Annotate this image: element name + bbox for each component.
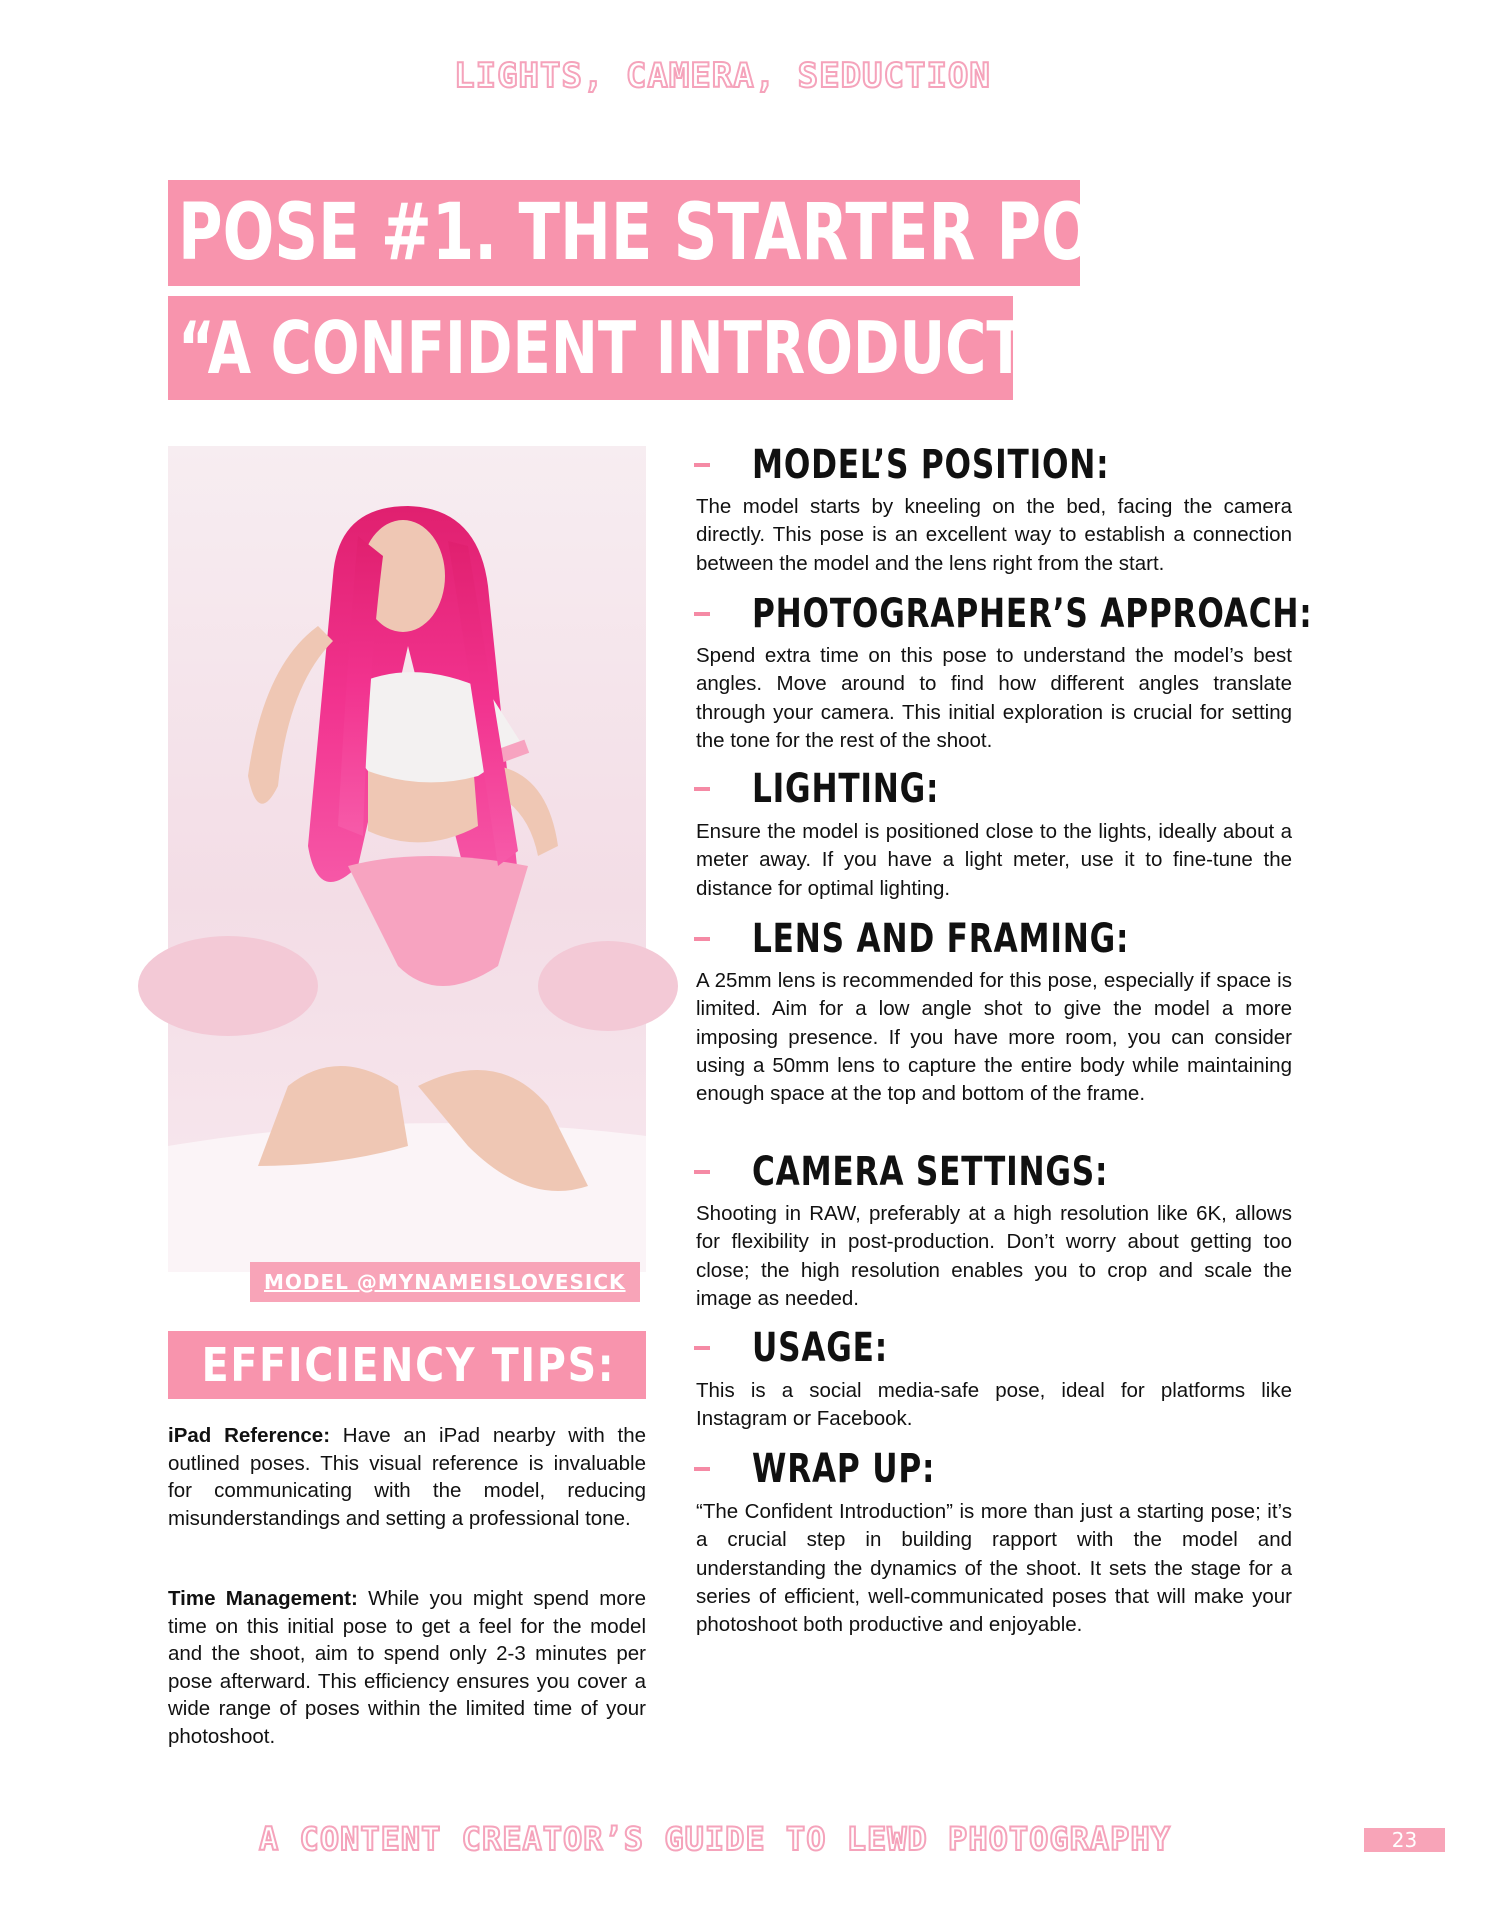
page-title-line-2: [168, 296, 1178, 400]
tip-label: iPad Reference:: [168, 1424, 331, 1447]
tip-text: Have an iPad nearby with the outlined poses. This visual reference is invaluable for communicating with the model, reducing misunderstandings and setting a professional tone.: [168, 1424, 646, 1530]
section-heading-lighting: [694, 765, 992, 813]
dash-marker: [694, 1346, 710, 1350]
dash-marker: [694, 612, 710, 616]
section-heading-wrap-up: [694, 1445, 987, 1493]
section-body-wrap-up: “The Confident Introduction” is more than just a starting pose; it’s a crucial step in building rapport with the model and understanding the dynamics of the shoot. It sets the stage for a series of efficient, well-communicated poses that will make your photoshoot both productive and enjoyable.: [696, 1500, 1292, 1637]
model-photo: [168, 446, 646, 1272]
dash-marker: [694, 937, 710, 941]
section-heading-photographers-approach: [694, 590, 1471, 638]
section-heading-usage: [694, 1324, 926, 1372]
section-heading-models-position: [694, 441, 1210, 489]
dash-marker: [694, 1170, 710, 1174]
efficiency-tips-heading-text: EFFICIENCY TIPS:: [201, 1338, 616, 1392]
tip-time-management: [168, 1585, 646, 1750]
section-body-camera-settings: Shooting in RAW, preferably at a high resolution like 6K, allows for flexibility in post-production. Don’t worry about getting too close; the high resolution enables you to crop and scale the image as needed.: [696, 1202, 1292, 1310]
section-heading-text: MODEL’S POSITION:: [752, 442, 1110, 488]
section-body-lens-and-framing: A 25mm lens is recommended for this pose, especially if space is limited. Aim for a low angle shot to give the model a more imposing presence. If you have more room, you can consider using a 50mm lens to capture the entire body while maintaining enough space at the top and bottom of the frame.: [696, 969, 1292, 1106]
section-heading-text: USAGE:: [752, 1325, 889, 1371]
page-title-line-1: [168, 180, 1203, 286]
section-body-models-position: The model starts by kneeling on the bed, facing the camera directly. This pose is an excellent way to establish a connection between the model and the lens right from the start.: [696, 495, 1292, 575]
section-heading-lens-and-framing: [694, 915, 1236, 963]
section-heading-text: LIGHTING:: [752, 766, 940, 812]
page-number: 23: [1364, 1828, 1445, 1852]
section-heading-text: LENS AND FRAMING:: [752, 916, 1130, 962]
section-heading-text: WRAP UP:: [752, 1446, 936, 1492]
running-header: LIGHTS, CAMERA, SEDUCTION: [454, 56, 991, 96]
dash-marker: [694, 463, 710, 467]
section-body-lighting: Ensure the model is positioned close to the lights, ideally about a meter away. If you have a light meter, use it to fine-tune the distance for optimal lighting.: [696, 820, 1292, 900]
tip-label: Time Management:: [168, 1587, 358, 1610]
section-heading-text: CAMERA SETTINGS:: [752, 1149, 1109, 1195]
section-heading-camera-settings: [694, 1148, 1209, 1196]
model-credit: MODEL @MYNAMEISLOVESICK: [250, 1262, 640, 1302]
page-title-line-1-text: POSE #1. THE STARTER POSE:: [178, 188, 1203, 278]
dash-marker: [694, 1467, 710, 1471]
section-body-photographers-approach: Spend extra time on this pose to understand the model’s best angles. Move around to find how different angles translate through your camera. This initial exploration is crucial for setting the tone for the rest of the shoot.: [696, 644, 1292, 752]
section-body-usage: This is a social media-safe pose, ideal for platforms like Instagram or Facebook.: [696, 1379, 1292, 1431]
tip-text: While you might spend more time on this initial pose to get a feel for the model and the shoot, aim to spend only 2-3 minutes per pose afterward. This efficiency ensures you cover a wide range of poses within the limited time of your photoshoot.: [168, 1587, 646, 1748]
efficiency-tips-heading: [168, 1331, 646, 1399]
footer-title: A CONTENT CREATOR’S GUIDE TO LEWD PHOTOGRAPHY: [259, 1820, 1171, 1858]
page-title-line-2-text: “A CONFIDENT INTRODUCTION”: [178, 306, 1178, 390]
tip-ipad-reference: [168, 1422, 646, 1532]
section-heading-text: PHOTOGRAPHER’S APPROACH:: [752, 591, 1313, 637]
dash-marker: [694, 787, 710, 791]
